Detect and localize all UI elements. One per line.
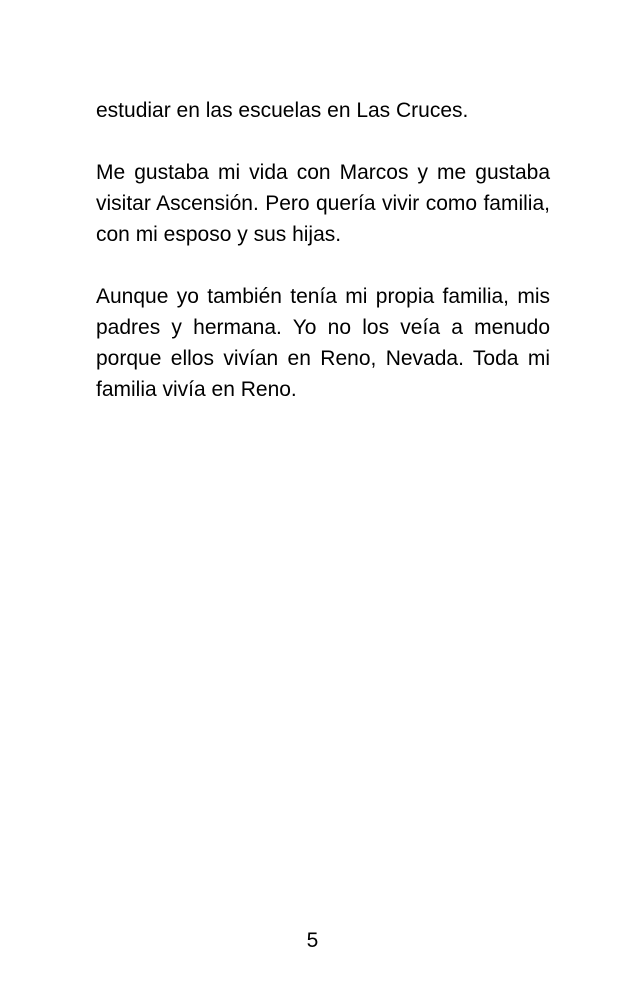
paragraph-1 — [96, 95, 550, 126]
text-line: estudiar en las escuelas en Las Cruces. — [96, 99, 469, 122]
paragraph-2 — [96, 157, 550, 250]
paragraph-3 — [96, 281, 550, 405]
text-line: con mi esposo y sus hijas. — [96, 223, 342, 246]
page-number: 5 — [306, 929, 319, 952]
text-line: porque ellos vivían en Reno, Nevada. Toda mi — [96, 347, 550, 370]
text-line: familia vivía en Reno. — [96, 378, 297, 401]
text-line: visitar Ascensión. Pero quería vivir como familia, — [96, 192, 550, 215]
text-line: Me gustaba mi vida con Marcos y me gustaba — [96, 161, 550, 184]
page-body-text — [96, 95, 550, 436]
text-line: padres y hermana. Yo no los veía a menudo — [96, 316, 550, 339]
text-line: Aunque yo también tenía mi propia familia, mis — [96, 285, 550, 308]
